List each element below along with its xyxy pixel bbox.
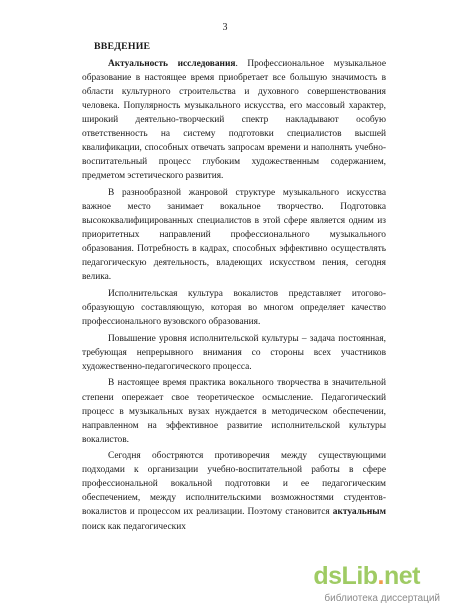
paragraph-relevance: [82, 57, 386, 183]
term-actual: актуальным: [332, 507, 386, 518]
section-heading: ВВЕДЕНИЕ: [94, 41, 151, 52]
document-body: [82, 40, 386, 536]
dslib-watermark: [302, 561, 442, 605]
paragraph-practice-theory: В настоящее время практика вокального творчества в значительной степени опережает свое теоретическое осмысление. Педагогический процесс в музыкальных вузах нуждается в методическом обеспечении, направленном на эффективное развитие исполнительской культуры вокалистов.: [82, 378, 386, 445]
paragraph-contradictions-text: Сегодня обостряются противоречия между существующими подходами к организации учебно-воспитательной работы в сфере профессиональной вокальной подготовки и ее педагогическим обеспечением, между исполнительскими возможностями студентов-вокалистов и процессом их реализации. Поэтому становится: [82, 451, 386, 518]
paragraph-culture-level: Повышение уровня исполнительской культуры – задача постоянная, требующая непрерывного внимания со стороны всех участников художественно-педагогического процесса.: [82, 333, 386, 372]
paragraph-contradictions-tail: поиск как педагогических: [82, 521, 186, 532]
paragraph-contradictions: [82, 449, 386, 533]
watermark-caption: библиотека диссертаций: [324, 593, 440, 604]
paragraph-vocal-genre: В разнообразной жанровой структуре музыкального искусства важное место занимает вокальное творчество. Подготовка высококвалифицированных специалистов в этой сфере является одним из приоритетных направлений профессионального музыкального образования. Потребность в кадрах, способных эффективно осуществлять педагогическую деятельность, владеющих искусством пения, сегодня велика.: [82, 188, 386, 283]
paragraph-relevance-text: . Профессиональное музыкальное образование в настоящее время приобретает все большую значимость в области культурного строительства и духовного совершенствования человека. Популярность музыкального искусства, его массовый характер, широкий деятельно-творческий спектр накладывают особую ответственность на систему подготовки специалистов высшей квалификации, способных отвечать запросам времени и наполнять учебно-воспитательный процесс глубоким художественным содержанием, предметом эстетического развития.: [82, 59, 386, 182]
term-relevance: Актуальность исследования: [108, 59, 236, 70]
paragraph-performing-culture: Исполнительская культура вокалистов представляет итогово-образующую составляющую, которая во многом определяет качество профессионального вузовского образования.: [82, 288, 386, 328]
dslib-logo: dsLib.net: [313, 562, 420, 590]
page-number: 3: [222, 22, 228, 33]
